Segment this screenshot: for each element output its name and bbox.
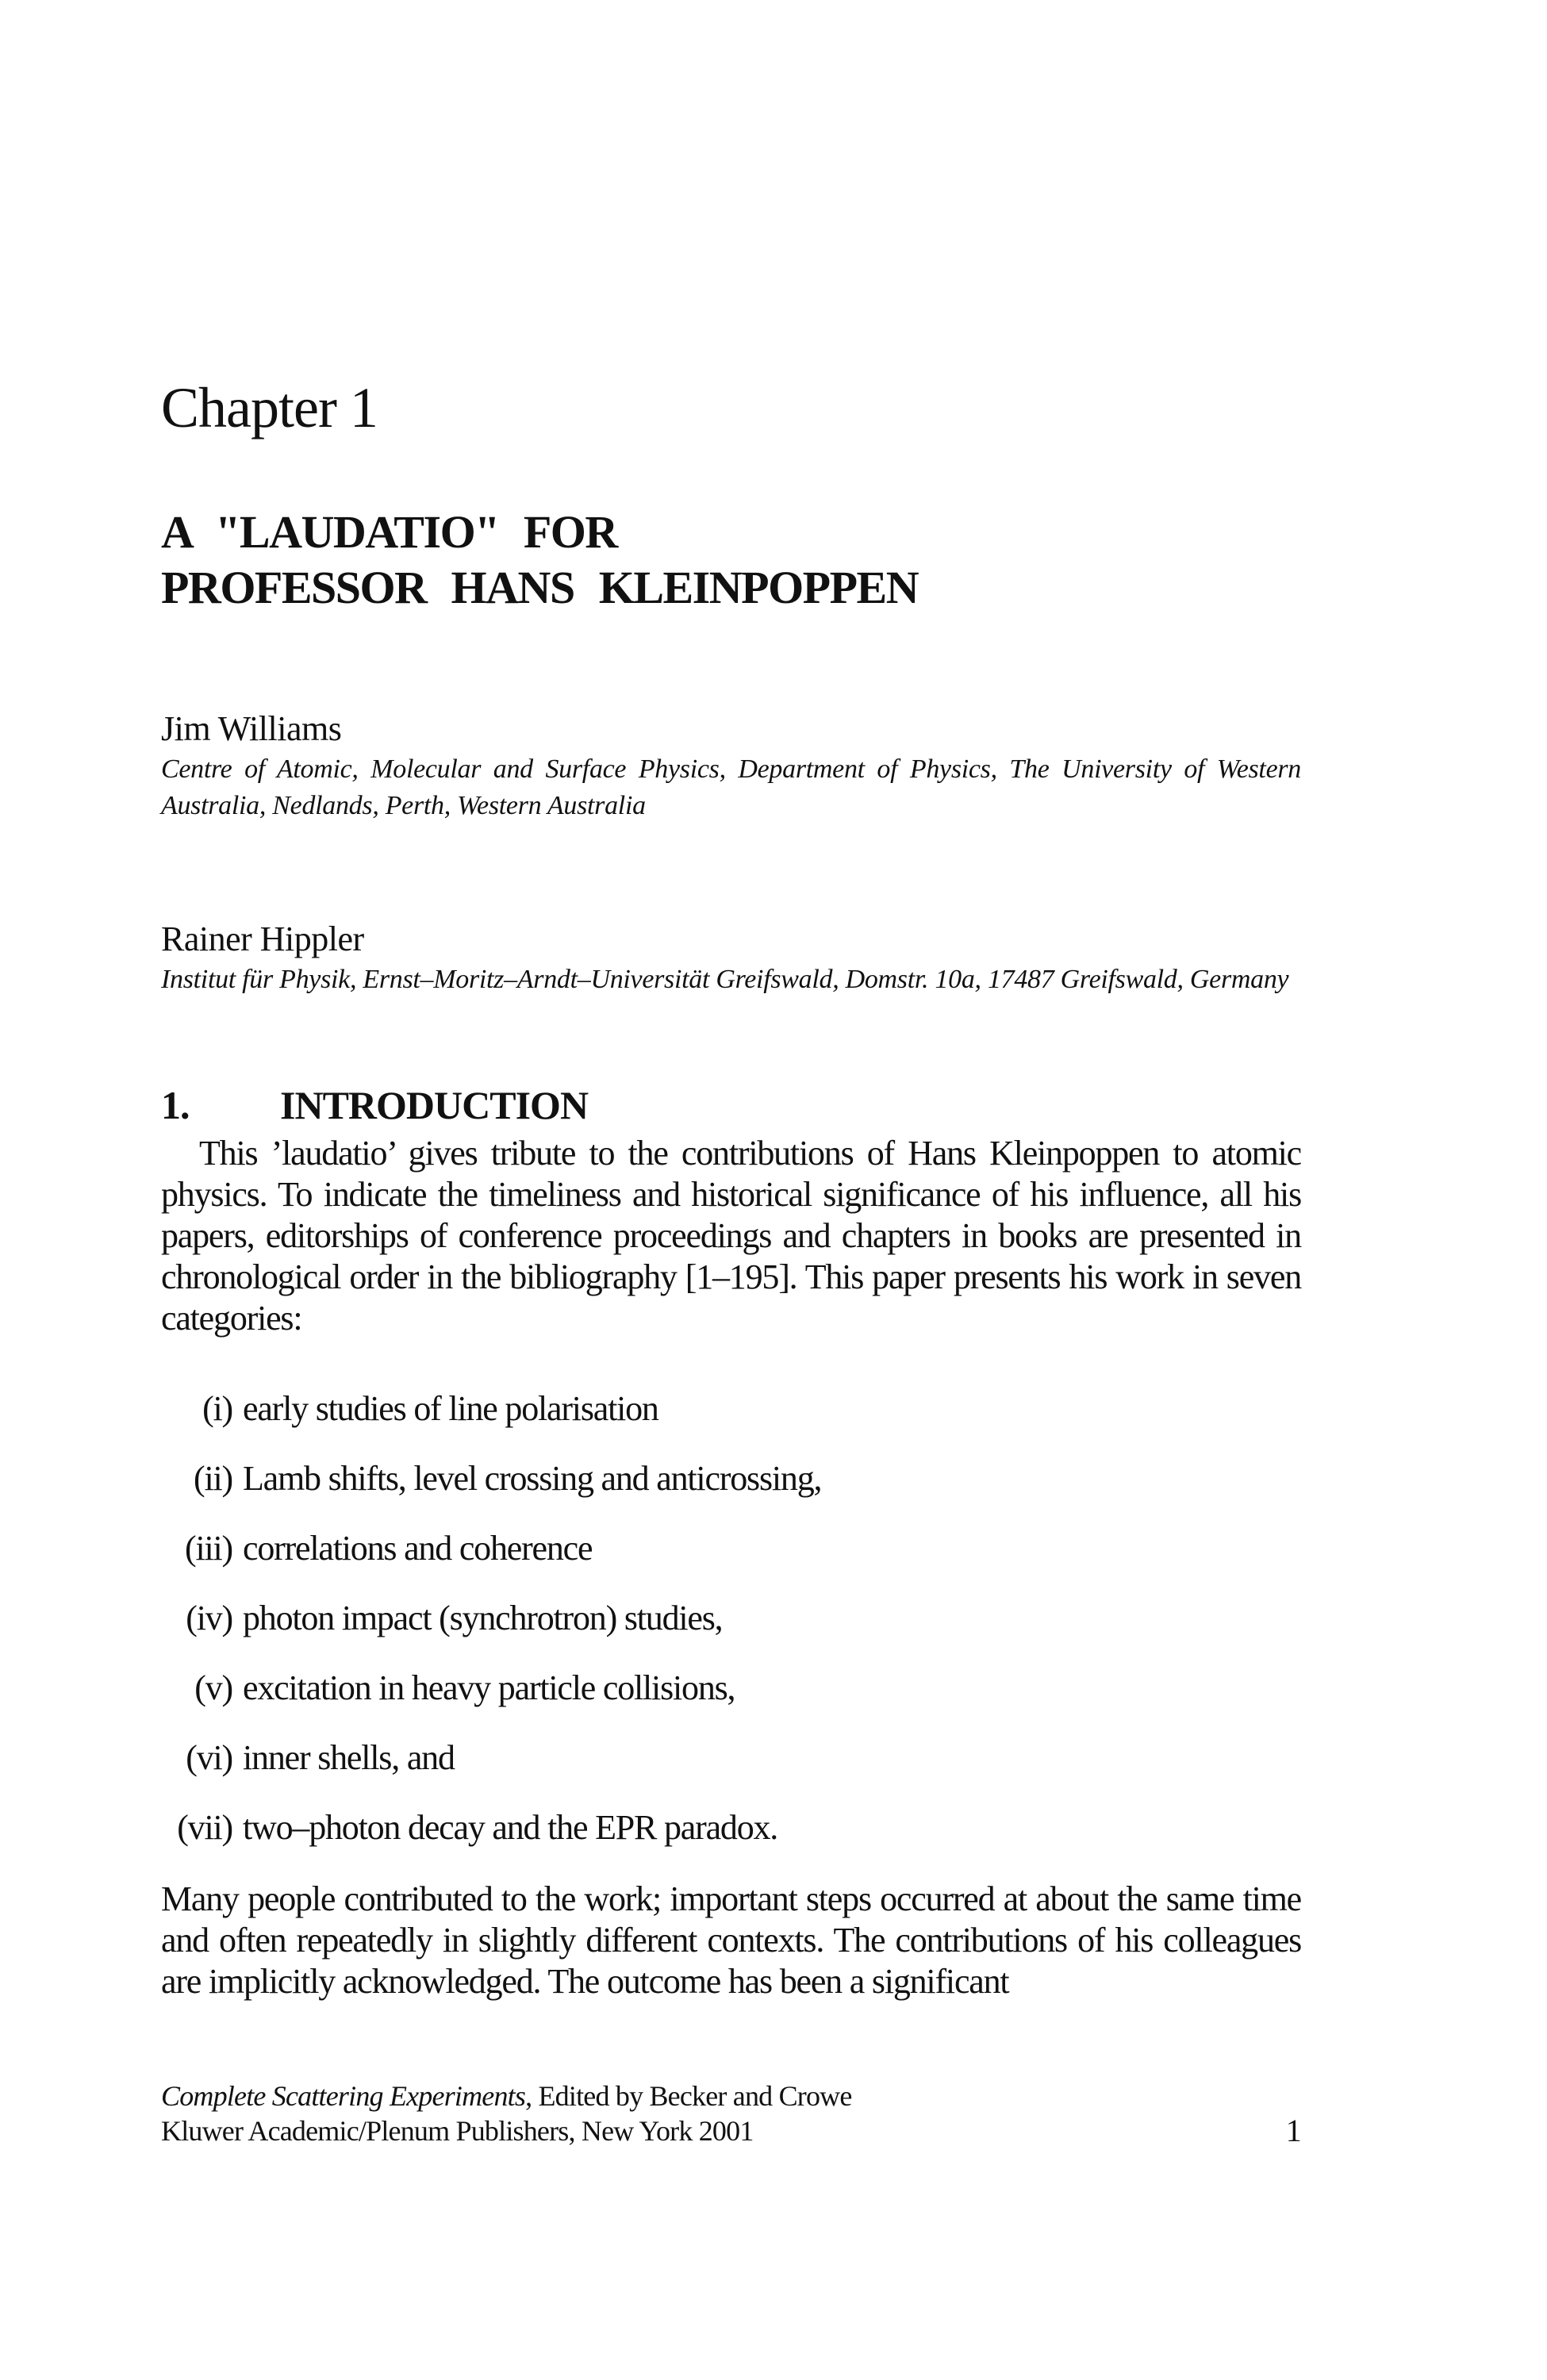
author-affiliation: Centre of Atomic, Molecular and Surface Physics, Department of Physics, The University of Western Australia, Nedlands, Perth, Western Australia xyxy=(161,754,1301,820)
section-heading xyxy=(161,1085,588,1125)
footer-editors: , Edited by Becker and Crowe xyxy=(525,2080,852,2112)
list-item xyxy=(161,1458,1301,1528)
list-item-text: inner shells, and xyxy=(243,1738,455,1777)
list-marker: (ii) xyxy=(194,1459,232,1498)
list-item xyxy=(161,1598,1301,1668)
chapter-title xyxy=(161,505,918,616)
footer-citation-line xyxy=(161,2079,1301,2113)
footer-book-title: Complete Scattering Experiments xyxy=(161,2080,526,2112)
list-marker: (v) xyxy=(194,1668,232,1707)
list-marker: (iv) xyxy=(186,1599,232,1637)
section-number: 1. xyxy=(161,1083,190,1127)
author-affiliation: Institut für Physik, Ernst–Moritz–Arndt–Universität Greifswald, Domstr. 10a, 17487 Greifswald, Germany xyxy=(161,965,1289,994)
list-marker: (iii) xyxy=(185,1529,232,1568)
footer-publisher: Kluwer Academic/Plenum Publishers, New York 2001 xyxy=(161,2115,754,2147)
author-name: Rainer Hippler xyxy=(161,919,364,958)
list-item-text: correlations and coherence xyxy=(243,1529,593,1568)
list-item-text: photon impact (synchrotron) studies, xyxy=(243,1599,723,1637)
list-marker: (vi) xyxy=(186,1738,232,1777)
chapter-label: Chapter 1 xyxy=(161,376,378,440)
list-item xyxy=(161,1668,1301,1737)
list-item-text: excitation in heavy particle collisions, xyxy=(243,1668,735,1707)
closing-paragraph: Many people contributed to the work; important steps occurred at about the same time and often repeatedly in slightly different contexts. The contributions of his colleagues are implicitly acknowledged. The outcome has been a significant xyxy=(161,1879,1301,2001)
list-marker: (i) xyxy=(202,1389,232,1428)
section-title: INTRODUCTION xyxy=(280,1083,589,1127)
list-item-text: two–photon decay and the EPR paradox. xyxy=(243,1808,778,1847)
chapter-title-line-1: A "LAUDATIO" FOR xyxy=(161,506,617,558)
footer-publisher-line xyxy=(161,2113,1301,2148)
author-block-hippler xyxy=(161,919,1301,998)
intro-paragraph: This ’laudatio’ gives tribute to the contributions of Hans Kleinpoppen to atomic physics. To indicate the timeliness and historical significance of his influence, all his papers, editorships of conference proceedings and chapters in books are presented in chronological order in the bibliography [1–195]. This paper presents his work in seven categories: xyxy=(161,1134,1301,1338)
author-block-williams xyxy=(161,708,1301,824)
page-number: 1 xyxy=(1285,2113,1301,2148)
list-item-text: Lamb shifts, level crossing and anticrossing, xyxy=(243,1459,822,1498)
list-item-text: early studies of line polarisation xyxy=(243,1389,658,1428)
list-item xyxy=(161,1737,1301,1807)
category-list xyxy=(161,1388,1301,1877)
list-item xyxy=(161,1807,1301,1877)
page-footer xyxy=(161,2079,1301,2148)
author-name: Jim Williams xyxy=(161,709,342,748)
list-marker: (vii) xyxy=(177,1808,232,1847)
list-item xyxy=(161,1528,1301,1598)
chapter-title-line-2: PROFESSOR HANS KLEINPOPPEN xyxy=(161,562,919,613)
list-item xyxy=(161,1388,1301,1458)
